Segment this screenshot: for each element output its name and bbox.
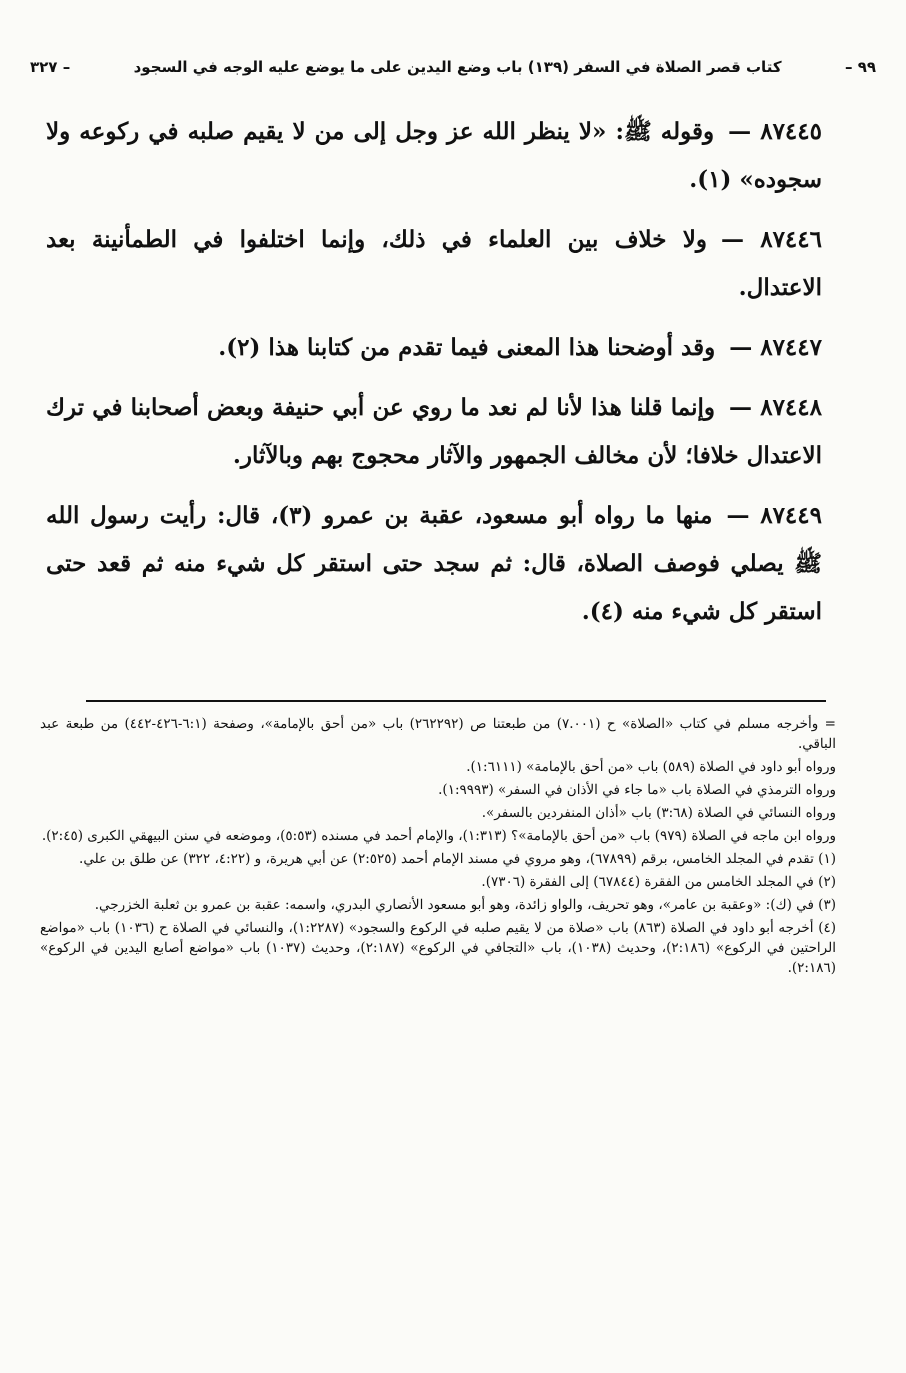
footnote: (١) تقدم في المجلد الخامس، برقم (٦٧٨٩٩)، وهو مروي في مسند الإمام أحمد (٢:٥٢٥) عن أبي هريرة، و (٤:٢٢، ٣٢٢) عن طلق بن علي. [79, 851, 836, 867]
page-number-right: ٩٩ – [844, 58, 876, 76]
paragraph [46, 324, 822, 372]
footnote: (٤) أخرجه أبو داود في الصلاة (٨٦٣) باب «صلاة من لا يقيم صلبه في الركوع والسجود» (١:٢٢٨٧)، والنسائي في الصلاة ح (١٠٣٦) باب «مواضع الراحتين في الركوع» (٢:١٨٦)، وحديث (١٠٣٨)، باب «التجافي في الركوع» (٢:١٨٧)، وحديث (١٠٣٧) باب «مواضع أصابع اليدين في الركوع» (٢:١٨٦). [40, 920, 837, 976]
footnote: (٢) في المجلد الخامس من الفقرة (٦٧٨٤٤) إلى الفقرة (٧٣٠٦). [481, 874, 836, 890]
footnote: ورواه النسائي في الصلاة (٣:٦٨) باب «أذان المنفردين بالسفر». [481, 805, 836, 821]
footnote-separator [86, 700, 826, 702]
paragraph-text: وقد أوضحنا هذا المعنى فيما تقدم من كتابنا هذا (٢). [218, 334, 716, 361]
paragraph [46, 108, 822, 204]
footnote: ورواه ابن ماجه في الصلاة (٩٧٩) باب «من أحق بالإمامة»؟ (١:٣١٣)، والإمام أحمد في مسنده (٥:٥٣)، وموضعه في سنن البيهقي الكبرى (٢:٤٥). [41, 828, 836, 844]
paragraph-text: وإنما قلنا هذا لأنا لم نعد ما روي عن أبي حنيفة وبعض أصحابنا في ترك الاعتدال خلافا؛ لأن مخالف الجمهور والآثار محجوج بهم وبالآثار. [46, 394, 822, 469]
paragraph-number: ٨٧٤٤٨ — [728, 394, 822, 421]
page-number-left: – ٣٢٧ [30, 58, 71, 76]
paragraph [46, 492, 822, 636]
paragraph-text: وقوله ﷺ: «لا ينظر الله عز وجل إلى من لا يقيم صلبه في ركوعه ولا سجوده» (١). [46, 118, 822, 193]
footnote: ورواه الترمذي في الصلاة باب «ما جاء في الأذان في السفر» (١:٩٩٩٣). [438, 782, 836, 798]
paragraph [46, 384, 822, 480]
paragraph-number: ٨٧٤٤٩ — [726, 502, 822, 529]
running-header [30, 58, 876, 76]
paragraph-text: ولا خلاف بين العلماء في ذلك، وإنما اختلفوا في الطمأنينة بعد الاعتدال. [46, 226, 822, 301]
footnote: ورواه أبو داود في الصلاة (٥٨٩) باب «من أحق بالإمامة» (١:٦١١١). [466, 759, 836, 775]
paragraph [46, 216, 822, 312]
footnotes [40, 714, 836, 981]
paragraph-text: منها ما رواه أبو مسعود، عقبة بن عمرو (٣)، قال: رأيت رسول الله ﷺ يصلي فوصف الصلاة، قال: ثم سجد حتى استقر كل شيء منه ثم قعد حتى استقر كل شيء منه (٤). [46, 502, 822, 625]
paragraph-number: ٨٧٤٤٥ — [728, 118, 822, 145]
footnote: (٣) في (ك): «وعقبة بن عامر»، وهو تحريف، والواو زائدة، وهو أبو مسعود الأنصاري البدري، واسمه: عقبة بن عمرو بن ثعلبة الخزرجي. [94, 897, 836, 913]
footnote: = وأخرجه مسلم في كتاب «الصلاة» ح (٧.٠٠١) من طبعتنا ص (٢٦٢٢٩٢) باب «من أحق بالإمامة»، وصفحة (٦:١-٤٢٦-٤٤٢) من طبعة عبد الباقي. [40, 716, 836, 752]
paragraph-number: ٨٧٤٤٦ — [720, 226, 822, 253]
header-title: كتاب قصر الصلاة في السفر (١٣٩) باب وضع اليدين على ما يوضع عليه الوجه في السجود [133, 58, 782, 76]
paragraph-number: ٨٧٤٤٧ — [729, 334, 822, 361]
main-text [46, 108, 822, 648]
